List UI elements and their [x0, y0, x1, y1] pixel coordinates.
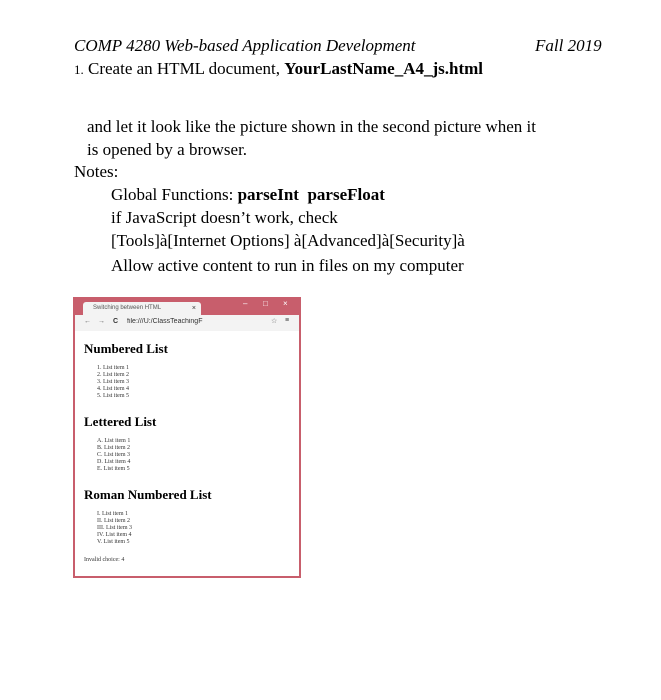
lettered-heading: Lettered List: [84, 414, 157, 429]
fn-parsefloat: parseFloat: [307, 185, 385, 204]
list-item: A. List item 1: [97, 438, 131, 444]
browser-titlebar: [73, 297, 301, 315]
browser-viewport: [75, 331, 299, 576]
forward-icon[interactable]: →: [98, 318, 105, 325]
list-item: B. List item 2: [97, 445, 130, 451]
window-close-icon[interactable]: ×: [283, 299, 288, 308]
notes-label: Notes:: [74, 162, 119, 181]
tab-title: Switching between HTML: [93, 305, 162, 311]
browser-toolbar: [75, 315, 299, 331]
path-line: [Tools]à[Internet Options] à[Advanced]à[Security]à: [111, 231, 465, 250]
list-item: III. List item 3: [97, 525, 132, 531]
task-intro: Create an HTML document,: [88, 59, 285, 78]
reload-icon[interactable]: C: [113, 318, 119, 325]
address-bar[interactable]: file:///U:/ClassTeachingF: [127, 318, 203, 325]
list-item: 5. List item 5: [97, 393, 129, 399]
menu-icon[interactable]: ≡: [285, 317, 290, 324]
list-item: II. List item 2: [97, 518, 130, 524]
list-item: IV. List item 4: [97, 532, 132, 538]
task-number: 1.: [74, 62, 84, 77]
invalid-choice-text: Invalid choice: 4: [84, 557, 125, 563]
list-item: E. List item 5: [97, 466, 130, 472]
term: Fall 2019: [535, 36, 602, 55]
browser-screenshot: [73, 297, 301, 578]
browser-tab[interactable]: [83, 302, 201, 315]
list-item: 4. List item 4: [97, 386, 129, 392]
task-line: [74, 59, 483, 79]
list-item: 3. List item 3: [97, 379, 129, 385]
list-item: C. List item 3: [97, 452, 130, 458]
task-continuation-1: and let it look like the picture shown in the second picture when it: [87, 117, 536, 136]
fn-parseint: parseInt: [237, 185, 299, 204]
numbered-heading: Numbered List: [84, 341, 168, 356]
global-functions-line: [111, 185, 385, 205]
list-item: 2. List item 2: [97, 372, 129, 378]
allow-line: Allow active content to run in files on my computer: [111, 256, 464, 275]
maximize-icon[interactable]: □: [263, 299, 268, 308]
minimize-icon[interactable]: –: [243, 299, 248, 308]
list-item: 1. List item 1: [97, 365, 129, 371]
task-filename: YourLastName_A4_js.html: [284, 59, 484, 78]
check-line: if JavaScript doesn’t work, check: [111, 208, 338, 227]
task-continuation-2: is opened by a browser.: [87, 140, 248, 159]
course-title: COMP 4280 Web-based Application Development: [74, 36, 416, 55]
tab-close-icon[interactable]: ×: [191, 305, 196, 312]
bookmark-star-icon[interactable]: ☆: [271, 318, 278, 325]
list-item: D. List item 4: [97, 459, 131, 465]
list-item: V. List item 5: [97, 539, 130, 545]
functions-prefix: Global Functions:: [111, 185, 238, 204]
back-icon[interactable]: ←: [84, 318, 91, 325]
roman-heading: Roman Numbered List: [84, 487, 212, 502]
list-item: I. List item 1: [97, 511, 128, 517]
